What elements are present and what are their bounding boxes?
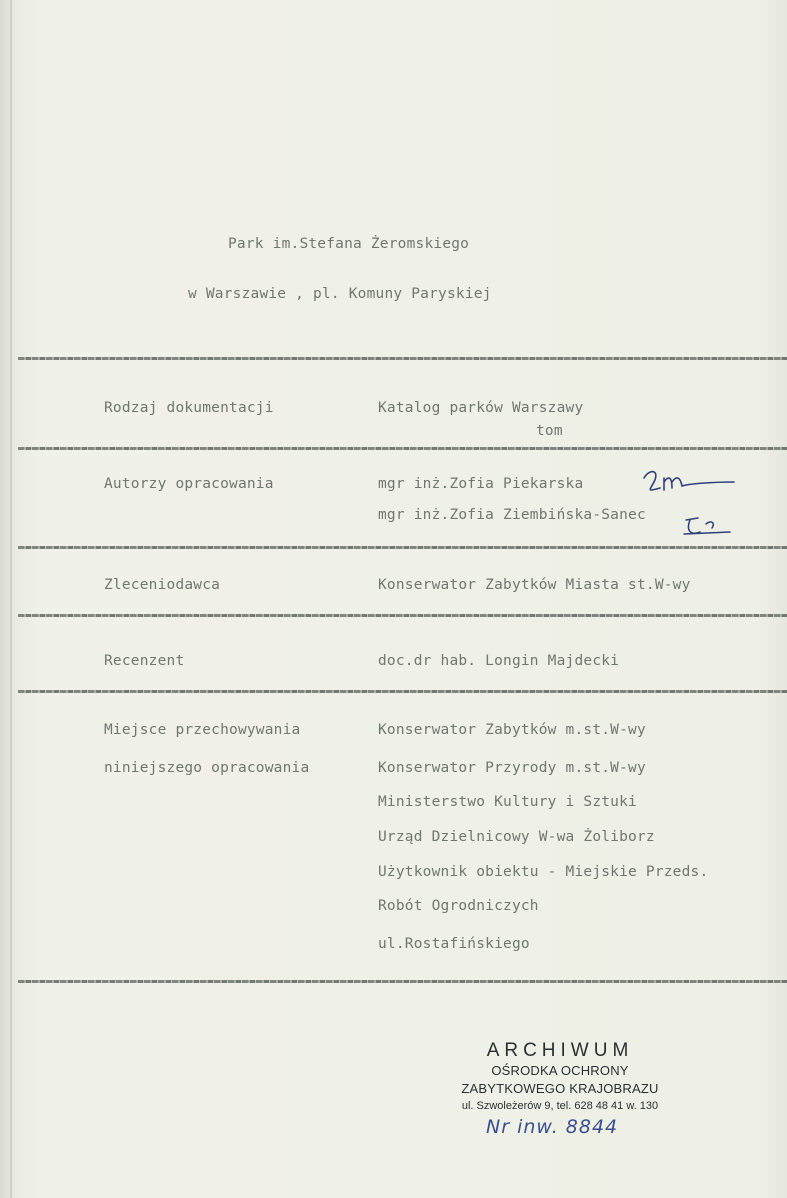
value-author-1: mgr inż.Zofia Piekarska — [378, 476, 584, 492]
park-location: w Warszawie , pl. Komuny Paryskiej — [188, 286, 492, 302]
label-storage-place: Miejsce przechowywania — [104, 722, 301, 738]
inventory-number-handwritten: Nr inw. 8844 — [486, 1116, 619, 1138]
page-edge-shadow — [10, 0, 12, 1198]
stamp-institution-line1: OŚRODKA OCHRONY — [491, 1063, 629, 1078]
divider-rule — [18, 614, 787, 617]
divider-rule — [18, 447, 787, 450]
value-author-2: mgr inż.Zofia Ziembińska-Sanec — [378, 507, 646, 523]
label-storage-place-line2: niniejszego opracowania — [104, 760, 310, 776]
stamp-address: ul. Szwoleżerów 9, tel. 628 48 41 w. 130 — [461, 1100, 659, 1112]
value-storage-6: Robót Ogrodniczych — [378, 898, 539, 914]
value-storage-3: Ministerstwo Kultury i Sztuki — [378, 794, 637, 810]
stamp-institution-line2: ZABYTKOWEGO KRAJOBRAZU — [461, 1081, 659, 1096]
value-storage-7: ul.Rostafińskiego — [378, 936, 530, 952]
divider-rule — [18, 690, 787, 693]
signature-2 — [680, 512, 736, 542]
value-documentation-type: Katalog parków Warszawy — [378, 400, 584, 416]
divider-rule — [18, 357, 787, 360]
value-storage-1: Konserwator Zabytków m.st.W-wy — [378, 722, 646, 738]
park-title: Park im.Stefana Żeromskiego — [228, 236, 470, 252]
stamp-archive-title: ARCHIWUM — [486, 1040, 634, 1061]
label-documentation-type: Rodzaj dokumentacji — [104, 400, 274, 416]
value-reviewer: doc.dr hab. Longin Majdecki — [378, 653, 620, 669]
archive-stamp — [440, 1040, 680, 1114]
divider-rule — [18, 546, 787, 549]
label-commissioner: Zleceniodawca — [104, 577, 221, 593]
divider-rule — [18, 980, 787, 983]
label-authors: Autorzy opracowania — [104, 476, 274, 492]
value-storage-5: Użytkownik obiektu - Miejskie Przeds. — [378, 864, 709, 880]
label-reviewer: Recenzent — [104, 653, 185, 669]
signature-1 — [640, 466, 740, 498]
value-commissioner: Konserwator Zabytków Miasta st.W-wy — [378, 577, 691, 593]
value-storage-4: Urząd Dzielnicowy W-wa Żoliborz — [378, 829, 655, 845]
value-volume: tom — [536, 423, 563, 439]
value-storage-2: Konserwator Przyrody m.st.W-wy — [378, 760, 646, 776]
